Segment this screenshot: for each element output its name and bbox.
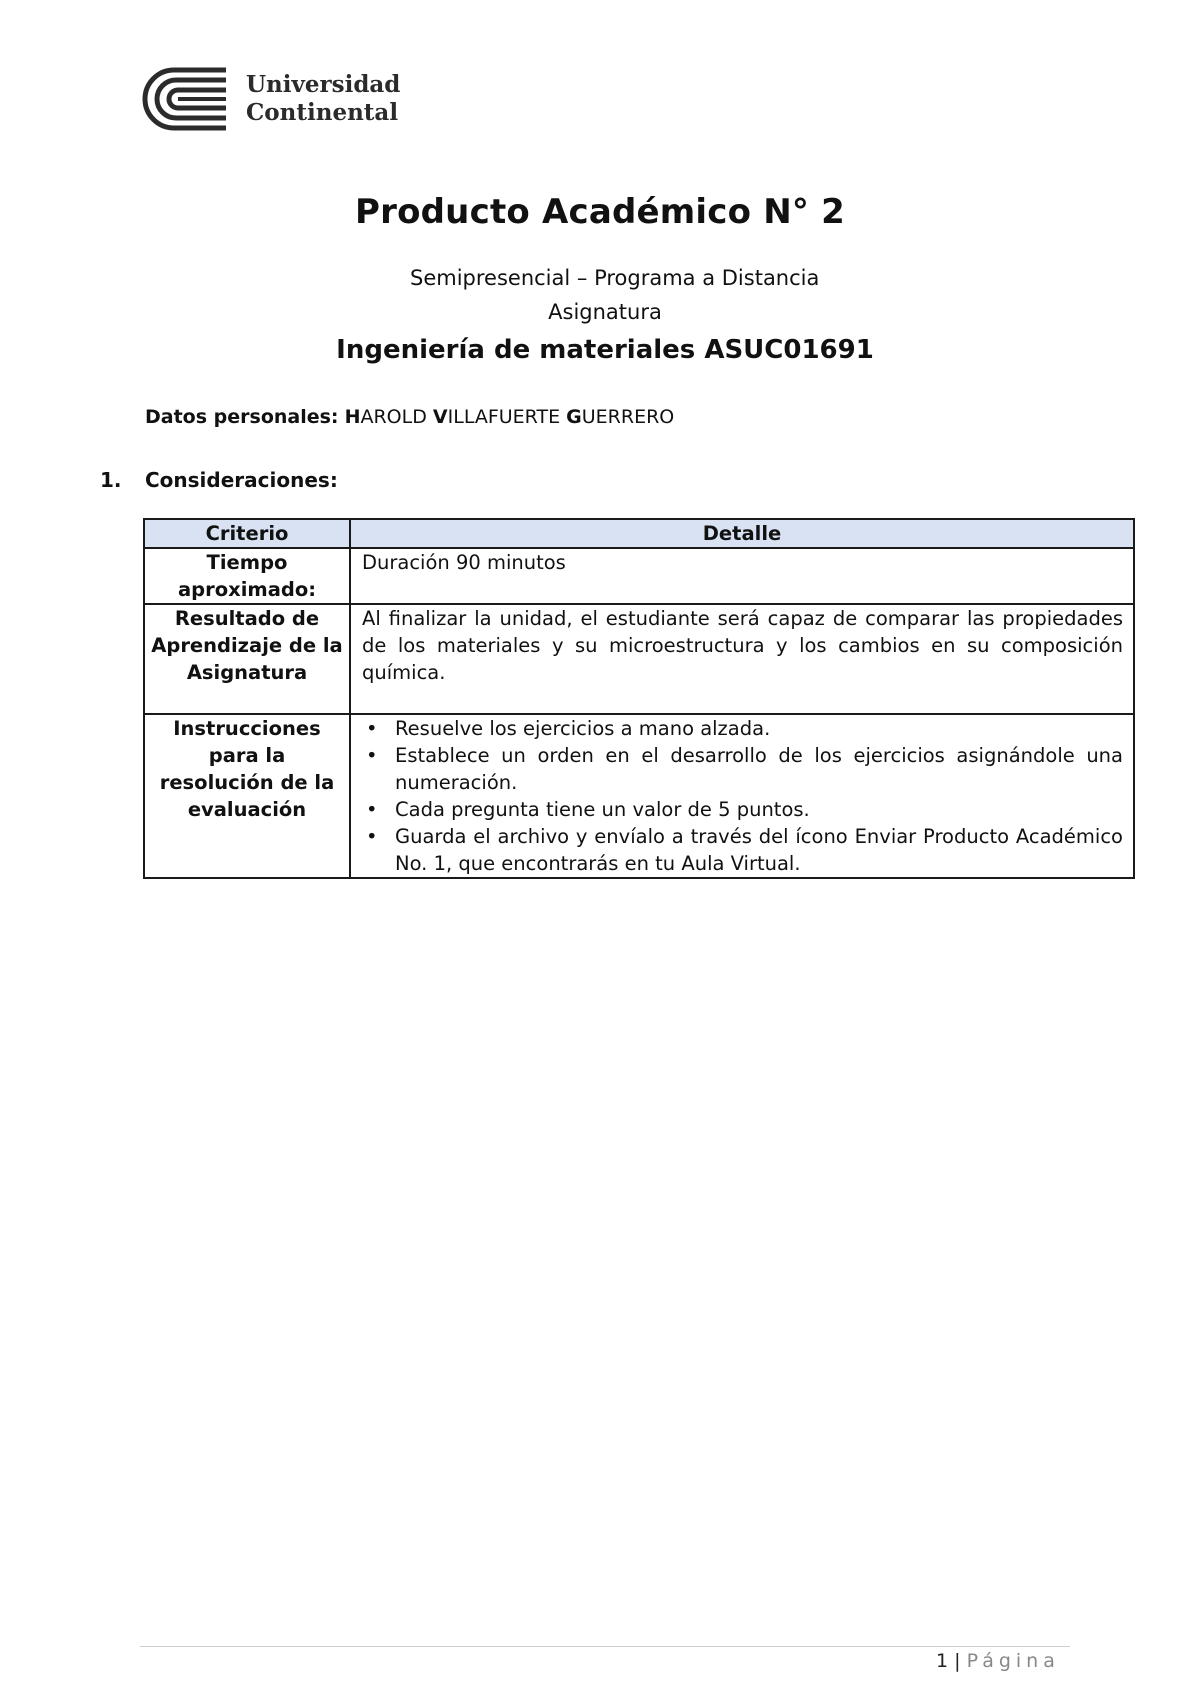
name-rest: ILLAFUERTE bbox=[447, 406, 567, 428]
table-row bbox=[144, 604, 1134, 714]
criterio-cell: Tiempo aproximado: bbox=[144, 548, 350, 604]
footer-divider bbox=[140, 1646, 1070, 1647]
personal-data bbox=[145, 406, 674, 428]
criterio-cell: Resultado de Aprendizaje de la Asignatura bbox=[144, 604, 350, 714]
footer-separator: | bbox=[954, 1650, 961, 1672]
logo-text bbox=[246, 71, 400, 127]
page-number: 1 bbox=[936, 1650, 949, 1672]
list-item: • Resuelve los ejercicios a mano alzada. bbox=[362, 715, 1123, 742]
detalle-cell: Duración 90 minutos bbox=[350, 548, 1134, 604]
list-item: • Cada pregunta tiene un valor de 5 puntos. bbox=[362, 796, 1123, 823]
continental-c-logo-icon bbox=[140, 66, 232, 132]
personal-data-label: Datos personales: bbox=[145, 406, 339, 428]
detalle-cell: Al finalizar la unidad, el estudiante será capaz de comparar las propiedades de los materiales y su microestructura y los cambios en su composición química. bbox=[350, 604, 1134, 714]
instructions-list bbox=[362, 715, 1123, 877]
column-header-criterio: Criterio bbox=[144, 519, 350, 548]
subject-label: Asignatura bbox=[548, 300, 662, 324]
section-title: Consideraciones: bbox=[145, 468, 338, 492]
detalle-cell bbox=[350, 714, 1134, 878]
document-title: Producto Académico N° 2 bbox=[355, 192, 845, 232]
considerations-table bbox=[143, 518, 1135, 879]
subject-name: Ingeniería de materiales ASUC01691 bbox=[336, 335, 874, 365]
logo-text-line2: Continental bbox=[246, 99, 399, 126]
name-rest: AROLD bbox=[360, 406, 433, 428]
name-initial: V bbox=[432, 406, 448, 428]
university-logo bbox=[140, 66, 400, 132]
document-subtitle: Semipresencial – Programa a Distancia bbox=[410, 266, 820, 290]
list-item: • Establece un orden en el desarrollo de los ejercicios asignándole una numeración. bbox=[362, 742, 1123, 796]
name-initial: H bbox=[344, 406, 361, 428]
column-header-detalle: Detalle bbox=[350, 519, 1134, 548]
table-header-row bbox=[144, 519, 1134, 548]
page-footer bbox=[936, 1650, 1060, 1672]
table-row bbox=[144, 548, 1134, 604]
criterio-cell: Instrucciones para la resolución de la evaluación bbox=[144, 714, 350, 878]
section-heading bbox=[100, 468, 338, 492]
page-label: Página bbox=[966, 1650, 1060, 1672]
list-item: • Guarda el archivo y envíalo a través del ícono Enviar Producto Académico No. 1, que encontrarás en tu Aula Virtual. bbox=[362, 823, 1123, 877]
logo-text-line1: Universidad bbox=[246, 71, 401, 98]
name-rest: UERRERO bbox=[581, 406, 675, 428]
name-initial: G bbox=[566, 406, 582, 428]
student-name bbox=[345, 406, 675, 428]
section-number: 1. bbox=[100, 468, 122, 492]
table-row bbox=[144, 714, 1134, 878]
